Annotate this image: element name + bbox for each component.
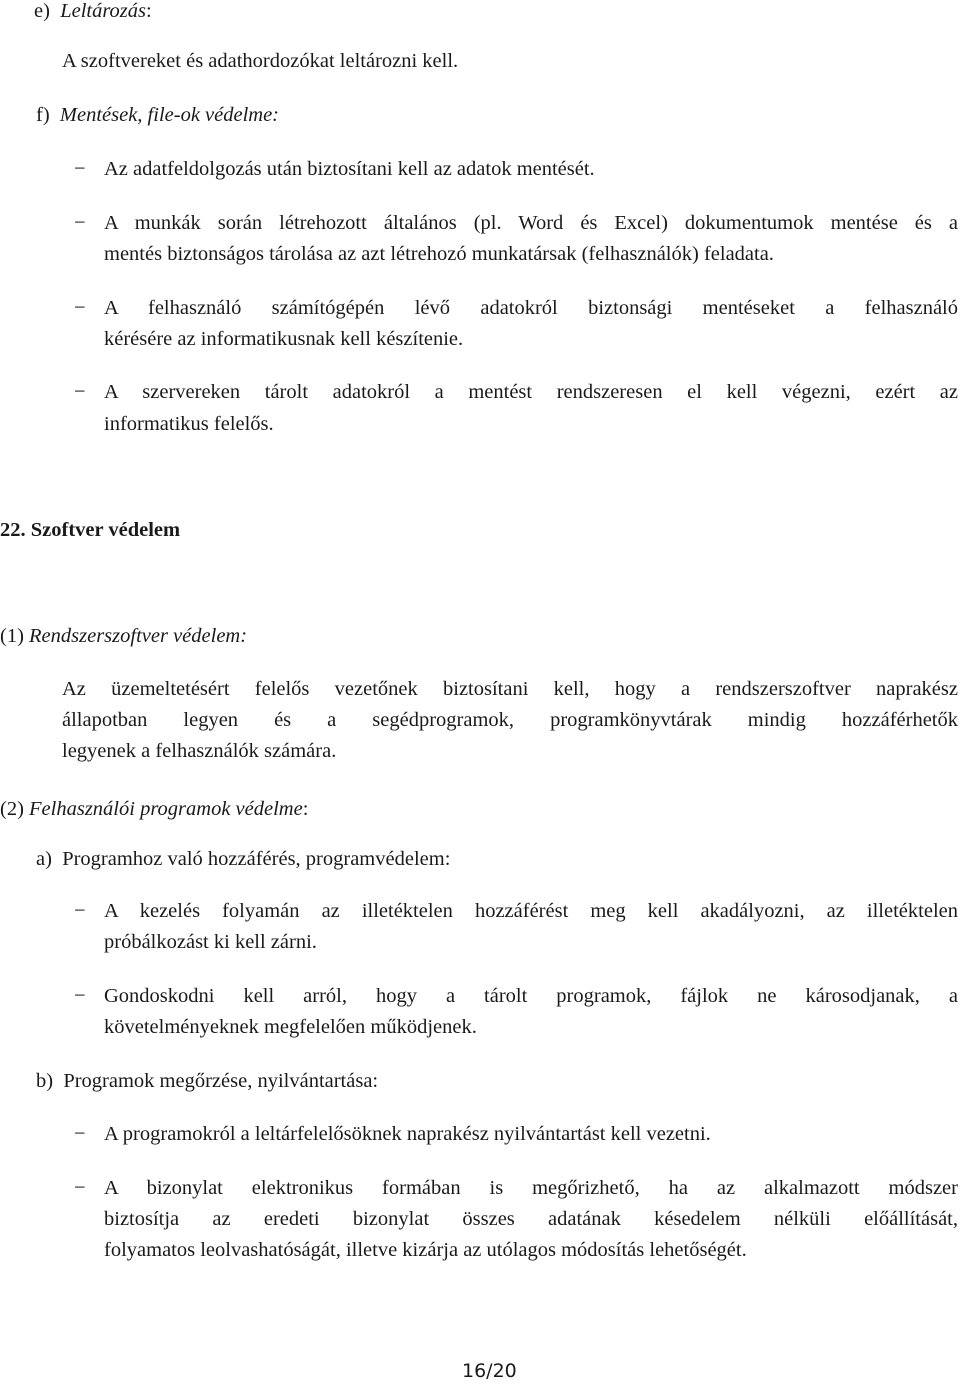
b-bullet-2-line-2: biztosítja az eredeti bizonylat összes adatának késedelem nélküli előállítását, — [104, 1208, 958, 1230]
f-bullet-3-line-1: A felhasználó számítógépén lévő adatokról biztonsági mentéseket a felhasználó — [104, 297, 958, 319]
sub-2-heading — [0, 795, 308, 823]
f-bullet-1-line-1: Az adatfeldolgozás után biztosítani kell az adatok mentését. — [104, 158, 595, 180]
sub-2a-marker: a) — [36, 848, 52, 870]
f-bullet-2-line-2: mentés biztonságos tárolása az azt létrehozó munkatársak (felhasználók) feladata. — [104, 243, 774, 265]
sub-2b-title: Programok megőrzése, nyilvántartása: — [63, 1070, 379, 1092]
b-bullet-2-line-1: A bizonylat elektronikus formában is megőrizhető, ha az alkalmazott módszer — [104, 1177, 958, 1199]
a-bullet-1-line-2: próbálkozást ki kell zárni. — [104, 931, 317, 953]
sub-1-heading — [0, 622, 247, 650]
a-bullet-2-line-2: követelményeknek megfelelően működjenek. — [104, 1016, 477, 1038]
section-e-marker: e) — [34, 0, 50, 22]
dash-bullet — [74, 294, 86, 322]
sub-2-colon: : — [302, 798, 309, 820]
section-e-heading — [34, 0, 152, 25]
section-f-marker: f) — [36, 104, 50, 126]
dash-bullet — [74, 378, 86, 406]
sub-2a-heading — [36, 845, 450, 873]
sub-1-line-3: legyenek a felhasználók számára. — [62, 740, 337, 762]
section-f-title: Mentések, file-ok védelme: — [59, 104, 280, 126]
b-bullet-1-line-1: A programokról a leltárfelelősöknek naprakész nyilvántartást kell vezetni. — [104, 1123, 711, 1145]
b-bullet-2-line-3: folyamatos leolvashatóságát, illetve kizárja az utólagos módosítás lehetőségét. — [104, 1239, 747, 1261]
sub-2-title: Felhasználói programok védelme — [29, 798, 303, 820]
section-e-text: A szoftvereket és adathordozókat leltározni kell. — [62, 50, 459, 72]
a-bullet-2-line-1: Gondoskodni kell arról, hogy a tárolt programok, fájlok ne károsodjanak, a — [104, 985, 958, 1007]
sub-2b-marker: b) — [36, 1070, 54, 1092]
sub-2b-heading — [36, 1067, 378, 1095]
dash-bullet — [74, 1120, 86, 1148]
f-bullet-4-line-2: informatikus felelős. — [104, 413, 274, 435]
sub-2-marker: (2) — [0, 798, 24, 820]
sub-1-title: Rendszerszoftver védelem: — [29, 625, 248, 647]
dash-bullet — [74, 897, 86, 925]
dash-bullet — [74, 155, 86, 183]
sub-2a-title: Programhoz való hozzáférés, programvédelem: — [62, 848, 451, 870]
dash-bullet — [74, 982, 86, 1010]
sub-1-marker: (1) — [0, 625, 24, 647]
f-bullet-4-line-1: A szervereken tárolt adatokról a mentést rendszeresen el kell végezni, ezért az — [104, 381, 958, 403]
dash-bullet — [74, 1174, 86, 1202]
sub-1-line-2: állapotban legyen és a segédprogramok, programkönyvtárak mindig hozzáférhetők — [62, 709, 958, 731]
section-f-heading — [36, 101, 279, 129]
dash-bullet — [74, 209, 86, 237]
f-bullet-3-line-2: kérésére az informatikusnak kell készítenie. — [104, 328, 464, 350]
section-e-colon: : — [146, 0, 152, 22]
sub-1-line-1: Az üzemeltetésért felelős vezetőnek biztosítani kell, hogy a rendszerszoftver naprakész — [62, 678, 958, 700]
page-number: 16/20 — [462, 1360, 517, 1382]
section-22-heading: 22. Szoftver védelem — [0, 519, 181, 541]
a-bullet-1-line-1: A kezelés folyamán az illetéktelen hozzáférést meg kell akadályozni, az illetéktelen — [104, 900, 958, 922]
f-bullet-2-line-1: A munkák során létrehozott általános (pl. Word és Excel) dokumentumok mentése és a — [104, 212, 958, 234]
section-e-title: Leltározás — [60, 0, 147, 22]
